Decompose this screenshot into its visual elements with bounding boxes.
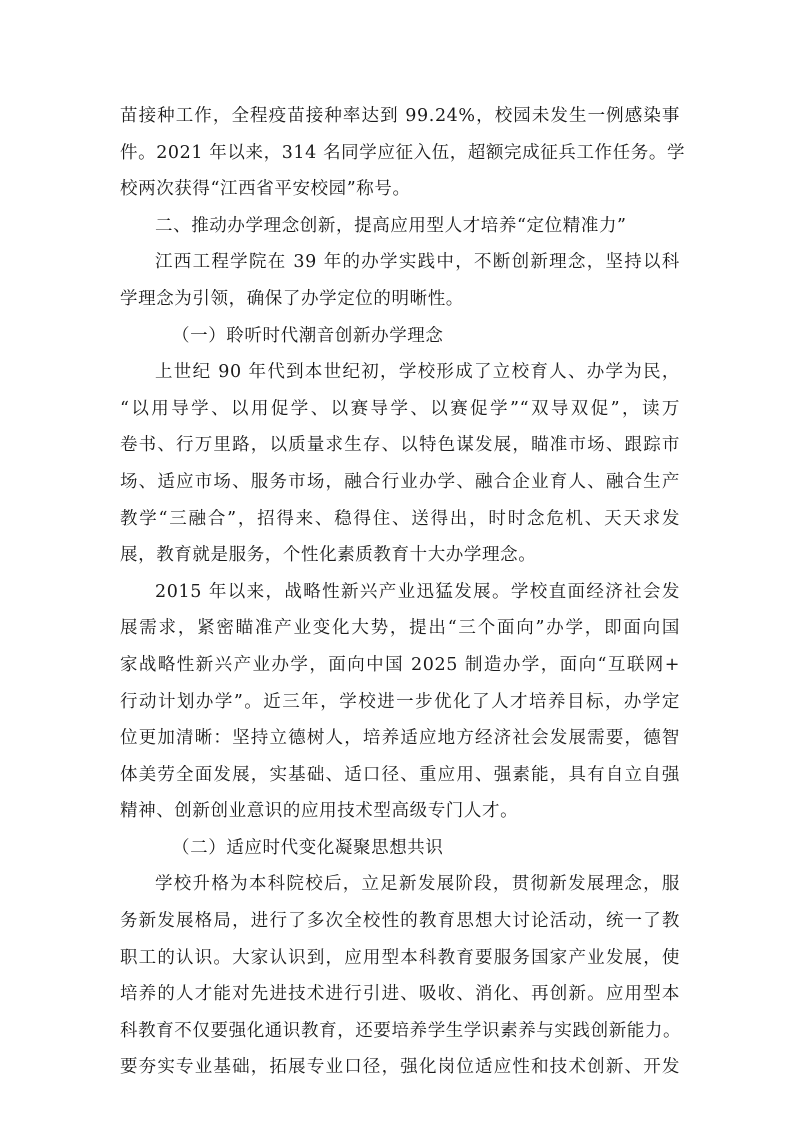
section-heading: 二、推动办学理念创新，提高应用型人才培养“定位精准力” — [155, 215, 627, 236]
text-line: 培养的人才能对先进技术进行引进、吸收、消化、再创新。应用型本 — [120, 984, 680, 1005]
subsection-heading: （一）聆听时代潮音创新办学理念 — [172, 325, 444, 346]
text-line: 家战略性新兴产业办学，面向中国 2025 制造办学，面向“互联网+ — [120, 654, 680, 675]
text-line: 科教育不仅要强化通识教育，还要培养学生学识素养与实践创新能力。 — [120, 1020, 682, 1041]
subsection-heading: （二）适应时代变化凝聚思想共识 — [172, 837, 444, 858]
text-line: 学理念为引领，确保了办学定位的明晰性。 — [120, 288, 464, 309]
text-line: 件。2021 年以来，314 名同学应征入伍，超额完成征兵工作任务。学 — [120, 142, 686, 163]
text-line: 要夯实专业基础，拓展专业口径，强化岗位适应性和技术创新、开发 — [120, 1057, 680, 1078]
text-line: 展需求，紧密瞄准产业变化大势，提出“三个面向”办学，即面向国 — [120, 618, 681, 639]
text-line: 上世纪 90 年代到本世纪初，学校形成了立校育人、办学为民， — [155, 362, 680, 383]
text-line: 校两次获得“江西省平安校园”称号。 — [120, 179, 411, 200]
text-line: “以用导学、以用促学、以赛导学、以赛促学”“双导双促”，读万 — [120, 398, 680, 419]
text-line: 职工的认识。大家认识到，应用型本科教育要服务国家产业发展，使 — [120, 947, 680, 968]
text-line: 场、适应市场、服务市场，融合行业办学、融合企业育人、融合生产 — [120, 471, 680, 492]
text-line: 体美劳全面发展，实基础、适口径、重应用、强素能，具有自立自强 — [120, 764, 680, 785]
text-line: 位更加清晰：坚持立德树人，培养适应地方经济社会发展需要，德智 — [120, 728, 680, 749]
text-line: 苗接种工作，全程疫苗接种率达到 99.24%，校园未发生一例感染事 — [120, 106, 680, 126]
text-line: 学校升格为本科院校后，立足新发展阶段，贯彻新发展理念，服 — [155, 874, 680, 895]
text-line: 务新发展格局，进行了多次全校性的教育思想大讨论活动，统一了教 — [120, 911, 680, 932]
text-line: 2015 年以来，战略性新兴产业迅猛发展。学校直面经济社会发 — [155, 581, 680, 602]
text-line: 精神、创新创业意识的应用技术型高级专门人才。 — [120, 801, 519, 822]
text-line: 行动计划办学”。近三年，学校进一步优化了人才培养目标，办学定 — [120, 691, 680, 712]
text-line: 卷书、行万里路，以质量求生存、以特色谋发展，瞄准市场、跟踪市 — [120, 435, 680, 456]
text-line: 江西工程学院在 39 年的办学实践中，不断创新理念，坚持以科 — [155, 252, 680, 273]
document-page — [120, 98, 686, 1086]
text-line: 教学“三融合”，招得来、稳得住、送得出，时时念危机、天天求发 — [120, 508, 680, 529]
text-line: 展，教育就是服务，个性化素质教育十大办学理念。 — [120, 545, 537, 566]
